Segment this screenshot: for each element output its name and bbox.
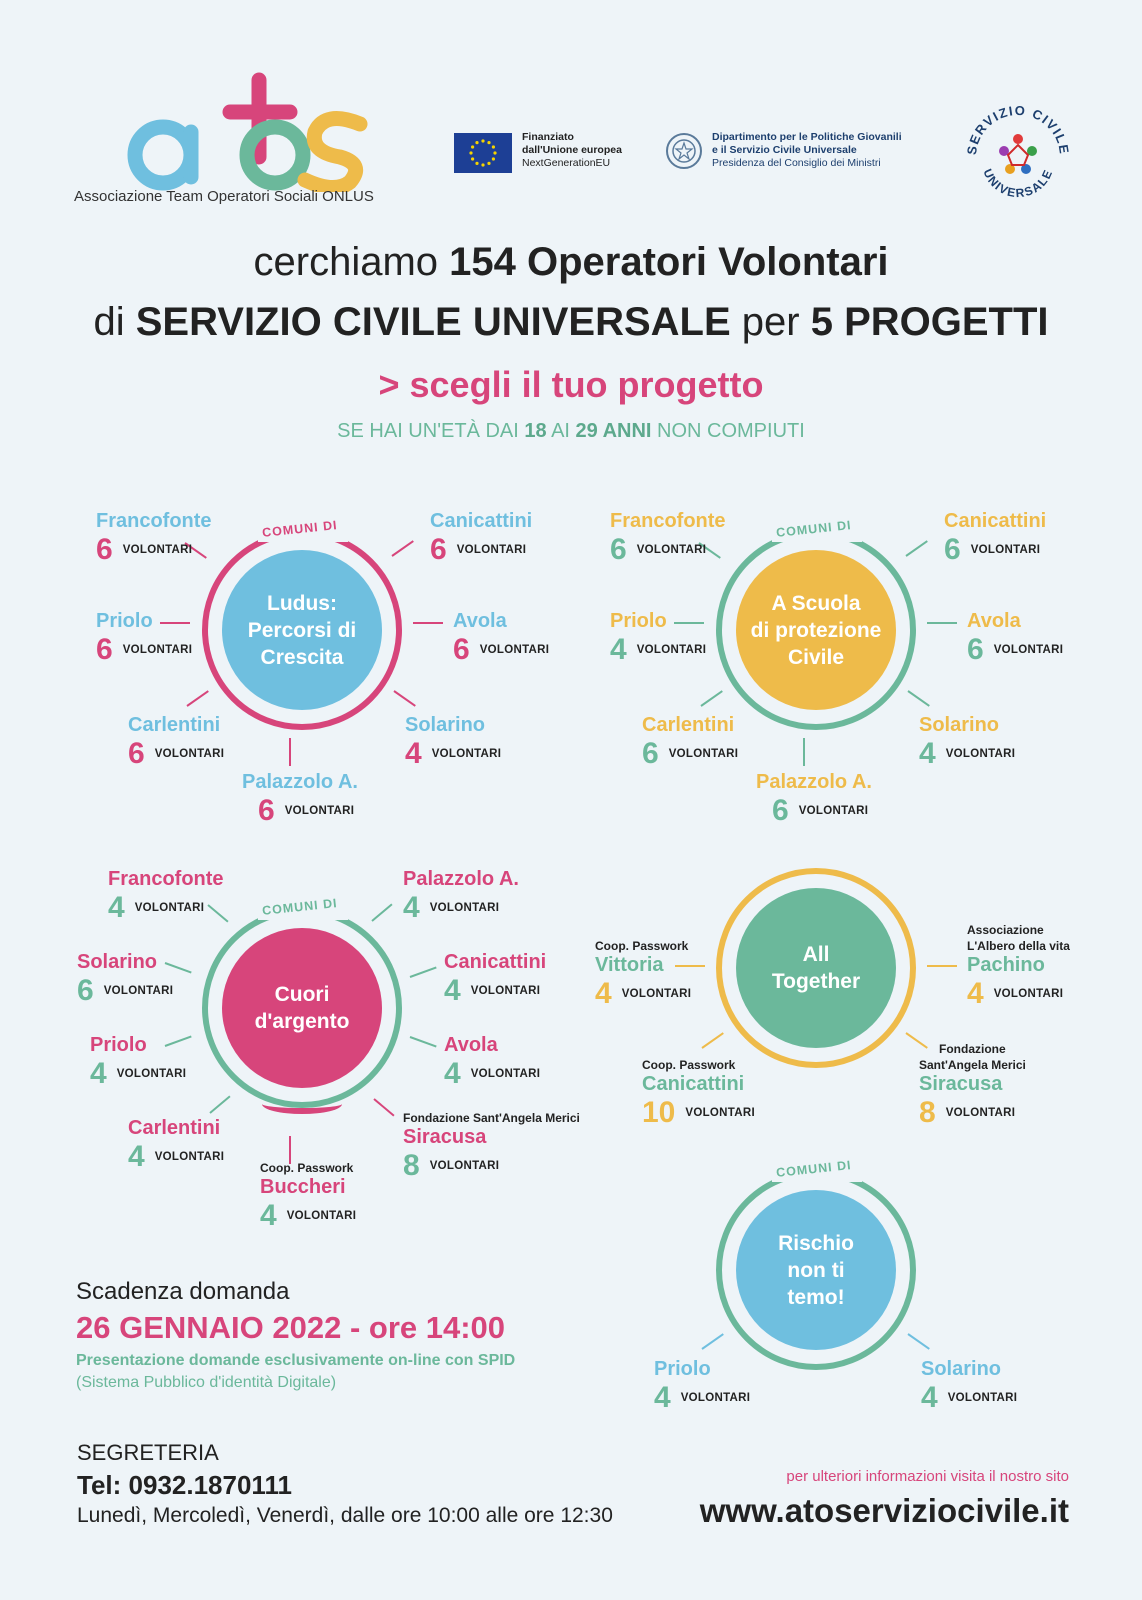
location-priolo: Priolo 4 VOLONTARI [610, 610, 707, 666]
scu-top-text: SERVIZIO CIVILE [963, 102, 1073, 156]
eu-flag-icon [454, 133, 512, 173]
deadline-label: Scadenza domanda [76, 1278, 290, 1305]
project-title: Ludus: Percorsi di Crescita [222, 550, 382, 710]
more-info-label: per ulteriori informazioni visita il nostro sito [786, 1468, 1069, 1485]
servizio-civile-logo [962, 99, 1074, 211]
location-avola: Avola 6 VOLONTARI [453, 610, 550, 666]
location-siracusa: Fondazione Sant'Angela Merici Siracusa 8 VOLONTARI [403, 1111, 580, 1182]
scu-bottom-text: UNIVERSALE [980, 166, 1056, 201]
location-canicattini: Canicattini 6 VOLONTARI [944, 510, 1047, 566]
location-avola: Avola 4 VOLONTARI [444, 1034, 541, 1090]
location-francofonte: Francofonte 4 VOLONTARI [108, 868, 224, 924]
location-vittoria: Coop. Passwork Vittoria 4 VOLONTARI [595, 939, 692, 1010]
deadline-date: 26 GENNAIO 2022 - ore 14:00 [76, 1310, 506, 1345]
website-link[interactable]: www.atoserviziocivile.it [699, 1492, 1069, 1529]
location-palazzolo: Palazzolo A. 6 VOLONTARI [756, 771, 872, 827]
location-carlentini: Carlentini 6 VOLONTARI [128, 714, 225, 770]
project-title: Cuori d'argento [222, 928, 382, 1088]
project-title: All Together [736, 888, 896, 1048]
location-palazzolo: Palazzolo A. 6 VOLONTARI [242, 771, 358, 827]
spid-note: Presentazione domande esclusivamente on-line con SPID [76, 1352, 516, 1369]
location-priolo: Priolo 4 VOLONTARI [90, 1034, 187, 1090]
italian-emblem-icon [665, 131, 703, 171]
headline-line-2: di SERVIZIO CIVILE UNIVERSALE per 5 PROGETTI [93, 300, 1049, 344]
choose-project-heading: > scegli il tuo progetto [378, 364, 764, 405]
headline-line-1: cerchiamo 154 Operatori Volontari [253, 240, 889, 284]
svg-text:SERVIZIO CIVILE [964, 103, 1072, 156]
age-requirement: SE HAI UN'ETÀ DAI 18 AI 29 ANNI NON COMPIUTI [337, 420, 805, 442]
office-hours: Lunedì, Mercoledì, Venerdì, dalle ore 10:00 alle ore 12:30 [77, 1504, 613, 1527]
location-francofonte: Francofonte 6 VOLONTARI [610, 510, 726, 566]
location-palazzolo: Palazzolo A. 4 VOLONTARI [403, 868, 519, 924]
eu-funding-text: Finanziato dall'Unione europea NextGenerationEU [522, 131, 622, 169]
location-canicattini: Canicattini 4 VOLONTARI [444, 951, 547, 1007]
location-buccheri: Coop. Passwork Buccheri 4 VOLONTARI [260, 1161, 357, 1232]
location-francofonte: Francofonte 6 VOLONTARI [96, 510, 212, 566]
location-siracusa: Fondazione Sant'Angela Merici Siracusa 8 VOLONTARI [919, 1042, 1026, 1129]
location-canicattini: Coop. Passwork Canicattini 10 VOLONTARI [642, 1058, 755, 1129]
project-title: A Scuola di protezione Civile [736, 550, 896, 710]
location-canicattini: Canicattini 6 VOLONTARI [430, 510, 533, 566]
department-text: Dipartimento per le Politiche Giovanili e il Servizio Civile Universale Presidenza del Consiglio dei Ministri [712, 131, 902, 169]
location-avola: Avola 6 VOLONTARI [967, 610, 1064, 666]
comuni-label: COMUNI DI [775, 1158, 853, 1180]
location-priolo: Priolo 6 VOLONTARI [96, 610, 193, 666]
comuni-label: COMUNI DI [775, 518, 853, 540]
location-solarino: Solarino 4 VOLONTARI [405, 714, 502, 770]
location-carlentini: Carlentini 6 VOLONTARI [642, 714, 739, 770]
location-solarino: Solarino 4 VOLONTARI [919, 714, 1016, 770]
logo-subtitle: Associazione Team Operatori Sociali ONLUS [74, 188, 374, 205]
secretariat-label: SEGRETERIA [77, 1440, 219, 1465]
svg-text:UNIVERSALE [980, 167, 1055, 201]
location-solarino: Solarino 4 VOLONTARI [921, 1358, 1018, 1414]
spid-explanation: (Sistema Pubblico d'identità Digitale) [76, 1374, 337, 1391]
comuni-label: COMUNI DI [261, 518, 339, 540]
location-priolo: Priolo 4 VOLONTARI [654, 1358, 751, 1414]
location-solarino: Solarino 6 VOLONTARI [77, 951, 174, 1007]
comuni-label: COMUNI DI [261, 896, 339, 918]
project-title: Rischio non ti temo! [736, 1190, 896, 1350]
phone-number: Tel: 0932.1870111 [77, 1470, 292, 1500]
location-pachino: Associazione L'Albero della vita Pachino 4 VOLONTARI [967, 923, 1070, 1010]
location-carlentini: Carlentini 4 VOLONTARI [128, 1117, 225, 1173]
